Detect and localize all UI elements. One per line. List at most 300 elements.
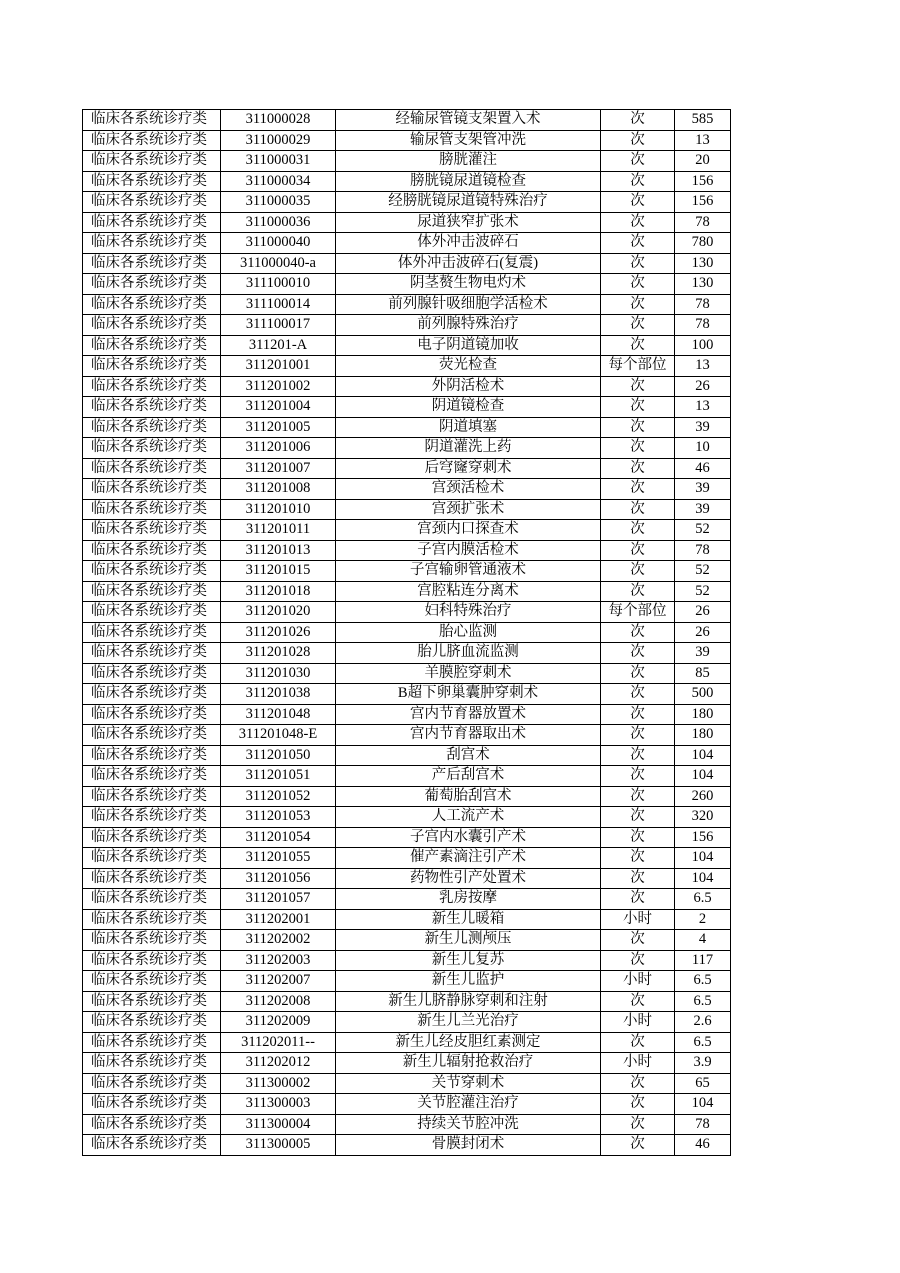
- table-row: [83, 766, 731, 787]
- category-cell: 临床各系统诊疗类: [83, 520, 221, 541]
- code-cell: 311201055: [221, 848, 336, 869]
- code-cell: 311202012: [221, 1053, 336, 1074]
- unit-cell: 次: [601, 274, 675, 295]
- category-cell: 临床各系统诊疗类: [83, 786, 221, 807]
- code-cell: 311201030: [221, 663, 336, 684]
- item-name-cell: B超下卵巢囊肿穿刺术: [336, 684, 601, 705]
- item-name-cell: 前列腺针吸细胞学活检术: [336, 294, 601, 315]
- item-name-cell: 宫颈内口探查术: [336, 520, 601, 541]
- table-row: [83, 274, 731, 295]
- code-cell: 311202011--: [221, 1032, 336, 1053]
- code-cell: 311201056: [221, 868, 336, 889]
- item-name-cell: 新生儿兰光治疗: [336, 1012, 601, 1033]
- category-cell: 临床各系统诊疗类: [83, 643, 221, 664]
- code-cell: 311201053: [221, 807, 336, 828]
- category-cell: 临床各系统诊疗类: [83, 130, 221, 151]
- table-row: [83, 602, 731, 623]
- item-name-cell: 新生儿测颅压: [336, 930, 601, 951]
- item-name-cell: 输尿管支架管冲洗: [336, 130, 601, 151]
- category-cell: 临床各系统诊疗类: [83, 376, 221, 397]
- price-cell: 156: [675, 192, 731, 213]
- code-cell: 311201011: [221, 520, 336, 541]
- price-cell: 13: [675, 130, 731, 151]
- item-name-cell: 产后刮宫术: [336, 766, 601, 787]
- item-name-cell: 经膀胱镜尿道镜特殊治疗: [336, 192, 601, 213]
- code-cell: 311201006: [221, 438, 336, 459]
- unit-cell: 次: [601, 684, 675, 705]
- unit-cell: 次: [601, 458, 675, 479]
- price-cell: 39: [675, 417, 731, 438]
- price-cell: 2.6: [675, 1012, 731, 1033]
- table-row: [83, 130, 731, 151]
- category-cell: 临床各系统诊疗类: [83, 971, 221, 992]
- category-cell: 临床各系统诊疗类: [83, 315, 221, 336]
- price-cell: 85: [675, 663, 731, 684]
- table-row: [83, 622, 731, 643]
- unit-cell: 每个部位: [601, 602, 675, 623]
- category-cell: 临床各系统诊疗类: [83, 253, 221, 274]
- unit-cell: 次: [601, 438, 675, 459]
- item-name-cell: 新生儿经皮胆红素测定: [336, 1032, 601, 1053]
- price-cell: 4: [675, 930, 731, 951]
- price-cell: 6.5: [675, 889, 731, 910]
- category-cell: 临床各系统诊疗类: [83, 417, 221, 438]
- table-row: [83, 807, 731, 828]
- item-name-cell: 子宫内水囊引产术: [336, 827, 601, 848]
- price-cell: 6.5: [675, 1032, 731, 1053]
- price-cell: 104: [675, 745, 731, 766]
- item-name-cell: 妇科特殊治疗: [336, 602, 601, 623]
- code-cell: 311201052: [221, 786, 336, 807]
- item-name-cell: 胎儿脐血流监测: [336, 643, 601, 664]
- category-cell: 临床各系统诊疗类: [83, 889, 221, 910]
- category-cell: 临床各系统诊疗类: [83, 438, 221, 459]
- category-cell: 临床各系统诊疗类: [83, 581, 221, 602]
- code-cell: 311300005: [221, 1135, 336, 1156]
- table-row: [83, 684, 731, 705]
- table-row: [83, 151, 731, 172]
- item-name-cell: 关节腔灌注治疗: [336, 1094, 601, 1115]
- unit-cell: 次: [601, 807, 675, 828]
- code-cell: 311201038: [221, 684, 336, 705]
- category-cell: 临床各系统诊疗类: [83, 212, 221, 233]
- code-cell: 311201051: [221, 766, 336, 787]
- code-cell: 311000035: [221, 192, 336, 213]
- table-row: [83, 930, 731, 951]
- item-name-cell: 人工流产术: [336, 807, 601, 828]
- price-cell: 13: [675, 397, 731, 418]
- unit-cell: 次: [601, 786, 675, 807]
- table-row: [83, 233, 731, 254]
- category-cell: 临床各系统诊疗类: [83, 950, 221, 971]
- table-row: [83, 335, 731, 356]
- category-cell: 临床各系统诊疗类: [83, 171, 221, 192]
- unit-cell: 次: [601, 110, 675, 131]
- table-row: [83, 643, 731, 664]
- table-row: [83, 253, 731, 274]
- code-cell: 311000034: [221, 171, 336, 192]
- price-cell: 39: [675, 479, 731, 500]
- table-row: [83, 868, 731, 889]
- item-name-cell: 膀胱灌注: [336, 151, 601, 172]
- item-name-cell: 前列腺特殊治疗: [336, 315, 601, 336]
- unit-cell: 次: [601, 253, 675, 274]
- unit-cell: 次: [601, 171, 675, 192]
- table-row: [83, 561, 731, 582]
- price-cell: 26: [675, 622, 731, 643]
- category-cell: 临床各系统诊疗类: [83, 192, 221, 213]
- category-cell: 临床各系统诊疗类: [83, 1094, 221, 1115]
- price-cell: 20: [675, 151, 731, 172]
- item-name-cell: 宫颈扩张术: [336, 499, 601, 520]
- category-cell: 临床各系统诊疗类: [83, 110, 221, 131]
- category-cell: 临床各系统诊疗类: [83, 335, 221, 356]
- table-row: [83, 376, 731, 397]
- unit-cell: 次: [601, 848, 675, 869]
- unit-cell: 每个部位: [601, 356, 675, 377]
- category-cell: 临床各系统诊疗类: [83, 274, 221, 295]
- item-name-cell: 宫颈活检术: [336, 479, 601, 500]
- item-name-cell: 体外冲击波碎石(复震): [336, 253, 601, 274]
- table-row: [83, 971, 731, 992]
- code-cell: 311201015: [221, 561, 336, 582]
- price-cell: 104: [675, 848, 731, 869]
- table-row: [83, 1135, 731, 1156]
- price-table: [82, 109, 731, 1156]
- table-row: [83, 663, 731, 684]
- item-name-cell: 葡萄胎刮宫术: [336, 786, 601, 807]
- unit-cell: 次: [601, 622, 675, 643]
- code-cell: 311300004: [221, 1114, 336, 1135]
- unit-cell: 次: [601, 212, 675, 233]
- item-name-cell: 骨膜封闭术: [336, 1135, 601, 1156]
- table-row: [83, 827, 731, 848]
- unit-cell: 次: [601, 479, 675, 500]
- unit-cell: 次: [601, 725, 675, 746]
- category-cell: 临床各系统诊疗类: [83, 1114, 221, 1135]
- price-cell: 13: [675, 356, 731, 377]
- table-row: [83, 786, 731, 807]
- code-cell: 311000031: [221, 151, 336, 172]
- category-cell: 临床各系统诊疗类: [83, 684, 221, 705]
- unit-cell: 次: [601, 643, 675, 664]
- unit-cell: 次: [601, 868, 675, 889]
- item-name-cell: 电子阴道镜加收: [336, 335, 601, 356]
- price-cell: 104: [675, 868, 731, 889]
- price-cell: 156: [675, 827, 731, 848]
- unit-cell: 次: [601, 130, 675, 151]
- price-cell: 500: [675, 684, 731, 705]
- item-name-cell: 新生儿监护: [336, 971, 601, 992]
- code-cell: 311201007: [221, 458, 336, 479]
- item-name-cell: 催产素滴注引产术: [336, 848, 601, 869]
- table-row: [83, 212, 731, 233]
- table-row: [83, 499, 731, 520]
- unit-cell: 次: [601, 499, 675, 520]
- price-cell: 46: [675, 458, 731, 479]
- unit-cell: 次: [601, 663, 675, 684]
- price-cell: 10: [675, 438, 731, 459]
- unit-cell: 次: [601, 889, 675, 910]
- price-cell: 104: [675, 1094, 731, 1115]
- unit-cell: 次: [601, 151, 675, 172]
- category-cell: 临床各系统诊疗类: [83, 868, 221, 889]
- code-cell: 311202008: [221, 991, 336, 1012]
- table-row: [83, 848, 731, 869]
- price-cell: 3.9: [675, 1053, 731, 1074]
- table-row: [83, 1073, 731, 1094]
- price-cell: 78: [675, 294, 731, 315]
- price-cell: 26: [675, 376, 731, 397]
- table-row: [83, 909, 731, 930]
- price-cell: 78: [675, 212, 731, 233]
- unit-cell: 次: [601, 1032, 675, 1053]
- unit-cell: 次: [601, 745, 675, 766]
- price-cell: 260: [675, 786, 731, 807]
- table-row: [83, 110, 731, 131]
- price-cell: 78: [675, 1114, 731, 1135]
- code-cell: 311202002: [221, 930, 336, 951]
- category-cell: 临床各系统诊疗类: [83, 458, 221, 479]
- item-name-cell: 新生儿辐射抢救治疗: [336, 1053, 601, 1074]
- code-cell: 311201002: [221, 376, 336, 397]
- code-cell: 311202001: [221, 909, 336, 930]
- table-row: [83, 1012, 731, 1033]
- unit-cell: 次: [601, 315, 675, 336]
- unit-cell: 小时: [601, 909, 675, 930]
- code-cell: 311100017: [221, 315, 336, 336]
- price-cell: 6.5: [675, 991, 731, 1012]
- price-cell: 65: [675, 1073, 731, 1094]
- code-cell: 311201013: [221, 540, 336, 561]
- code-cell: 311000040-a: [221, 253, 336, 274]
- category-cell: 临床各系统诊疗类: [83, 725, 221, 746]
- item-name-cell: 胎心监测: [336, 622, 601, 643]
- item-name-cell: 阴道镜检查: [336, 397, 601, 418]
- price-cell: 78: [675, 540, 731, 561]
- category-cell: 临床各系统诊疗类: [83, 663, 221, 684]
- item-name-cell: 尿道狭窄扩张术: [336, 212, 601, 233]
- price-cell: 585: [675, 110, 731, 131]
- unit-cell: 次: [601, 376, 675, 397]
- price-cell: 320: [675, 807, 731, 828]
- code-cell: 311201057: [221, 889, 336, 910]
- price-cell: 78: [675, 315, 731, 336]
- price-cell: 104: [675, 766, 731, 787]
- category-cell: 临床各系统诊疗类: [83, 356, 221, 377]
- unit-cell: 小时: [601, 971, 675, 992]
- item-name-cell: 新生儿复苏: [336, 950, 601, 971]
- item-name-cell: 新生儿脐静脉穿刺和注射: [336, 991, 601, 1012]
- price-cell: 180: [675, 725, 731, 746]
- table-row: [83, 581, 731, 602]
- item-name-cell: 经输尿管镜支架置入术: [336, 110, 601, 131]
- code-cell: 311201026: [221, 622, 336, 643]
- code-cell: 311201054: [221, 827, 336, 848]
- unit-cell: 小时: [601, 1012, 675, 1033]
- table-row: [83, 1053, 731, 1074]
- category-cell: 临床各系统诊疗类: [83, 766, 221, 787]
- table-row: [83, 745, 731, 766]
- code-cell: 311201050: [221, 745, 336, 766]
- category-cell: 临床各系统诊疗类: [83, 909, 221, 930]
- price-cell: 52: [675, 581, 731, 602]
- category-cell: 临床各系统诊疗类: [83, 602, 221, 623]
- table-row: [83, 704, 731, 725]
- code-cell: 311201048: [221, 704, 336, 725]
- price-cell: 52: [675, 561, 731, 582]
- table-row: [83, 417, 731, 438]
- table-row: [83, 479, 731, 500]
- table-row: [83, 192, 731, 213]
- table-row: [83, 950, 731, 971]
- category-cell: 临床各系统诊疗类: [83, 233, 221, 254]
- table-row: [83, 171, 731, 192]
- category-cell: 临床各系统诊疗类: [83, 499, 221, 520]
- category-cell: 临床各系统诊疗类: [83, 479, 221, 500]
- category-cell: 临床各系统诊疗类: [83, 827, 221, 848]
- category-cell: 临床各系统诊疗类: [83, 561, 221, 582]
- category-cell: 临床各系统诊疗类: [83, 745, 221, 766]
- table-row: [83, 991, 731, 1012]
- item-name-cell: 外阴活检术: [336, 376, 601, 397]
- category-cell: 临床各系统诊疗类: [83, 151, 221, 172]
- code-cell: 311201018: [221, 581, 336, 602]
- unit-cell: 次: [601, 1114, 675, 1135]
- item-name-cell: 荧光检查: [336, 356, 601, 377]
- price-cell: 2: [675, 909, 731, 930]
- price-cell: 180: [675, 704, 731, 725]
- price-cell: 39: [675, 499, 731, 520]
- price-cell: 26: [675, 602, 731, 623]
- unit-cell: 小时: [601, 1053, 675, 1074]
- item-name-cell: 药物性引产处置术: [336, 868, 601, 889]
- item-name-cell: 乳房按摩: [336, 889, 601, 910]
- price-cell: 52: [675, 520, 731, 541]
- code-cell: 311000028: [221, 110, 336, 131]
- category-cell: 临床各系统诊疗类: [83, 1012, 221, 1033]
- table-body: [83, 110, 731, 1156]
- item-name-cell: 持续关节腔冲洗: [336, 1114, 601, 1135]
- code-cell: 311000036: [221, 212, 336, 233]
- code-cell: 311201004: [221, 397, 336, 418]
- category-cell: 临床各系统诊疗类: [83, 930, 221, 951]
- table-row: [83, 315, 731, 336]
- code-cell: 311100014: [221, 294, 336, 315]
- category-cell: 临床各系统诊疗类: [83, 704, 221, 725]
- table-row: [83, 1032, 731, 1053]
- price-cell: 156: [675, 171, 731, 192]
- table-row: [83, 1094, 731, 1115]
- price-cell: 46: [675, 1135, 731, 1156]
- code-cell: 311201020: [221, 602, 336, 623]
- category-cell: 临床各系统诊疗类: [83, 991, 221, 1012]
- unit-cell: 次: [601, 1094, 675, 1115]
- table-row: [83, 540, 731, 561]
- code-cell: 311000040: [221, 233, 336, 254]
- code-cell: 311201-A: [221, 335, 336, 356]
- item-name-cell: 子宫内膜活检术: [336, 540, 601, 561]
- unit-cell: 次: [601, 233, 675, 254]
- unit-cell: 次: [601, 561, 675, 582]
- price-cell: 130: [675, 274, 731, 295]
- item-name-cell: 体外冲击波碎石: [336, 233, 601, 254]
- category-cell: 临床各系统诊疗类: [83, 1032, 221, 1053]
- item-name-cell: 阴茎赘生物电灼术: [336, 274, 601, 295]
- table-row: [83, 397, 731, 418]
- category-cell: 临床各系统诊疗类: [83, 1073, 221, 1094]
- category-cell: 临床各系统诊疗类: [83, 1135, 221, 1156]
- price-cell: 130: [675, 253, 731, 274]
- code-cell: 311100010: [221, 274, 336, 295]
- table-row: [83, 438, 731, 459]
- unit-cell: 次: [601, 930, 675, 951]
- code-cell: 311000029: [221, 130, 336, 151]
- category-cell: 临床各系统诊疗类: [83, 622, 221, 643]
- price-cell: 100: [675, 335, 731, 356]
- code-cell: 311201048-E: [221, 725, 336, 746]
- unit-cell: 次: [601, 827, 675, 848]
- table-row: [83, 458, 731, 479]
- unit-cell: 次: [601, 192, 675, 213]
- table-row: [83, 1114, 731, 1135]
- code-cell: 311201010: [221, 499, 336, 520]
- item-name-cell: 子宫输卵管通液术: [336, 561, 601, 582]
- category-cell: 临床各系统诊疗类: [83, 807, 221, 828]
- unit-cell: 次: [601, 335, 675, 356]
- unit-cell: 次: [601, 950, 675, 971]
- category-cell: 临床各系统诊疗类: [83, 848, 221, 869]
- item-name-cell: 后穹窿穿刺术: [336, 458, 601, 479]
- unit-cell: 次: [601, 540, 675, 561]
- code-cell: 311202003: [221, 950, 336, 971]
- price-cell: 780: [675, 233, 731, 254]
- item-name-cell: 宫内节育器取出术: [336, 725, 601, 746]
- code-cell: 311300002: [221, 1073, 336, 1094]
- table-row: [83, 520, 731, 541]
- unit-cell: 次: [601, 991, 675, 1012]
- item-name-cell: 羊膜腔穿刺术: [336, 663, 601, 684]
- code-cell: 311202007: [221, 971, 336, 992]
- unit-cell: 次: [601, 704, 675, 725]
- unit-cell: 次: [601, 520, 675, 541]
- table-row: [83, 356, 731, 377]
- item-name-cell: 膀胱镜尿道镜检查: [336, 171, 601, 192]
- table-row: [83, 725, 731, 746]
- price-cell: 39: [675, 643, 731, 664]
- table-row: [83, 889, 731, 910]
- code-cell: 311300003: [221, 1094, 336, 1115]
- category-cell: 临床各系统诊疗类: [83, 294, 221, 315]
- unit-cell: 次: [601, 1135, 675, 1156]
- category-cell: 临床各系统诊疗类: [83, 1053, 221, 1074]
- table-row: [83, 294, 731, 315]
- item-name-cell: 关节穿刺术: [336, 1073, 601, 1094]
- unit-cell: 次: [601, 397, 675, 418]
- category-cell: 临床各系统诊疗类: [83, 540, 221, 561]
- code-cell: 311201005: [221, 417, 336, 438]
- item-name-cell: 宫腔粘连分离术: [336, 581, 601, 602]
- unit-cell: 次: [601, 581, 675, 602]
- price-cell: 117: [675, 950, 731, 971]
- code-cell: 311201001: [221, 356, 336, 377]
- code-cell: 311201008: [221, 479, 336, 500]
- item-name-cell: 刮宫术: [336, 745, 601, 766]
- code-cell: 311202009: [221, 1012, 336, 1033]
- unit-cell: 次: [601, 766, 675, 787]
- code-cell: 311201028: [221, 643, 336, 664]
- item-name-cell: 宫内节育器放置术: [336, 704, 601, 725]
